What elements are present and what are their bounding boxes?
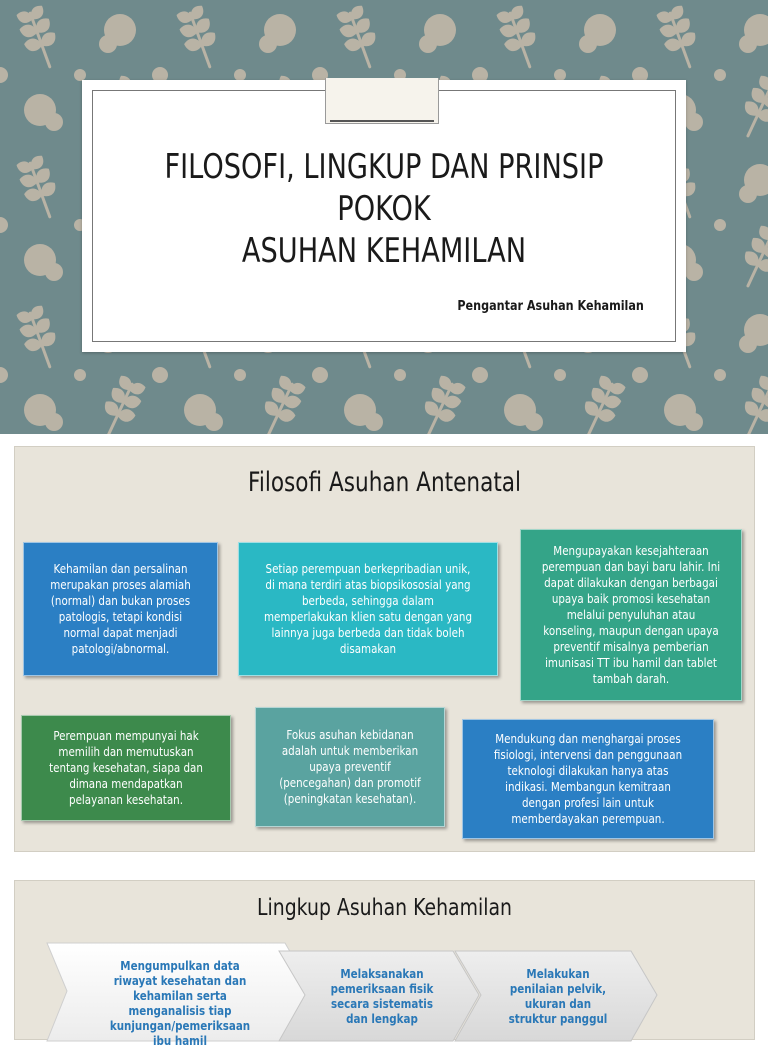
philosophy-box-1-text: Kehamilan dan persalinan merupakan proses alamiah (normal) dan bukan proses patologis, tetapi kondisi normal dapat menjadi patologi/abnormal.	[50, 562, 191, 656]
scope-step-3-text: Melakukan penilaian pelvik, ukuran dan struktur panggul	[508, 967, 608, 1026]
scope-step-3	[493, 957, 623, 1051]
philosophy-box-4	[21, 715, 231, 821]
philosophy-box-1	[23, 542, 218, 676]
slide-title	[150, 146, 617, 272]
philosophy-box-4-text: Perempuan mempunyai hak memilih dan memutuskan tentang kesehatan, siapa dan dimana mendapatkan pelayanan kesehatan.	[49, 729, 203, 807]
title-card-tab	[325, 78, 439, 124]
philosophy-heading: Filosofi Asuhan Antenatal	[247, 467, 522, 498]
scope-step-2-text: Melaksanakan pemeriksaan fisik secara sistematis dan lengkap	[330, 967, 434, 1026]
title-card	[82, 80, 686, 352]
philosophy-box-6	[462, 719, 714, 839]
slide-subtitle: Pengantar Asuhan Kehamilan	[457, 299, 644, 314]
philosophy-box-5-text: Fokus asuhan kebidanan adalah untuk memberikan upaya preventif (pencegahan) dan promotif (peningkatan kesehatan).	[279, 728, 421, 806]
philosophy-box-6-text: Mendukung dan menghargai proses fisiologi, intervensi dan penggunaan teknologi dilakukan hanya atas indikasi. Membangun kemitraan dengan profesi lain untuk memberdayakan perempuan.	[493, 732, 683, 826]
title-card-tab-line	[330, 120, 434, 122]
scope-slide	[14, 880, 755, 1048]
scope-heading: Lingkup Asuhan Kehamilan	[257, 895, 512, 921]
philosophy-slide	[14, 446, 755, 852]
title-slide	[0, 0, 768, 434]
philosophy-box-3	[520, 529, 742, 701]
scope-step-1-text: Mengumpulkan data riwayat kesehatan dan kehamilan serta menganalisis tiap kunjungan/pemeriksaan ibu hamil	[109, 959, 251, 1048]
slide-title-line-2: ASUHAN KEHAMILAN	[241, 231, 527, 271]
philosophy-box-2-text: Setiap perempuan berkepribadian unik, di mana terdiri atas biopsikososial yang berbeda, sehingga dalam memperlakukan klien satu dengan yang lainnya juga berbeda dan tidak boleh disamakan	[263, 562, 473, 656]
scope-step-1	[95, 949, 265, 1048]
philosophy-box-3-text: Mengupayakan kesejahteraan perempuan dan bayi baru lahir. Ini dapat dilakukan dengan berbagai upaya baik promosi kesehatan melalui penyuluhan atau konseling, maupun dengan upaya preventif misalnya pemberian imunisasi TT ibu hamil dan tablet tambah darah.	[541, 544, 721, 686]
philosophy-box-2	[238, 542, 498, 676]
slide-title-line-1: FILOSOFI, LINGKUP DAN PRINSIP POKOK	[164, 147, 604, 229]
scope-step-2	[317, 957, 447, 1051]
philosophy-box-5	[255, 707, 445, 827]
